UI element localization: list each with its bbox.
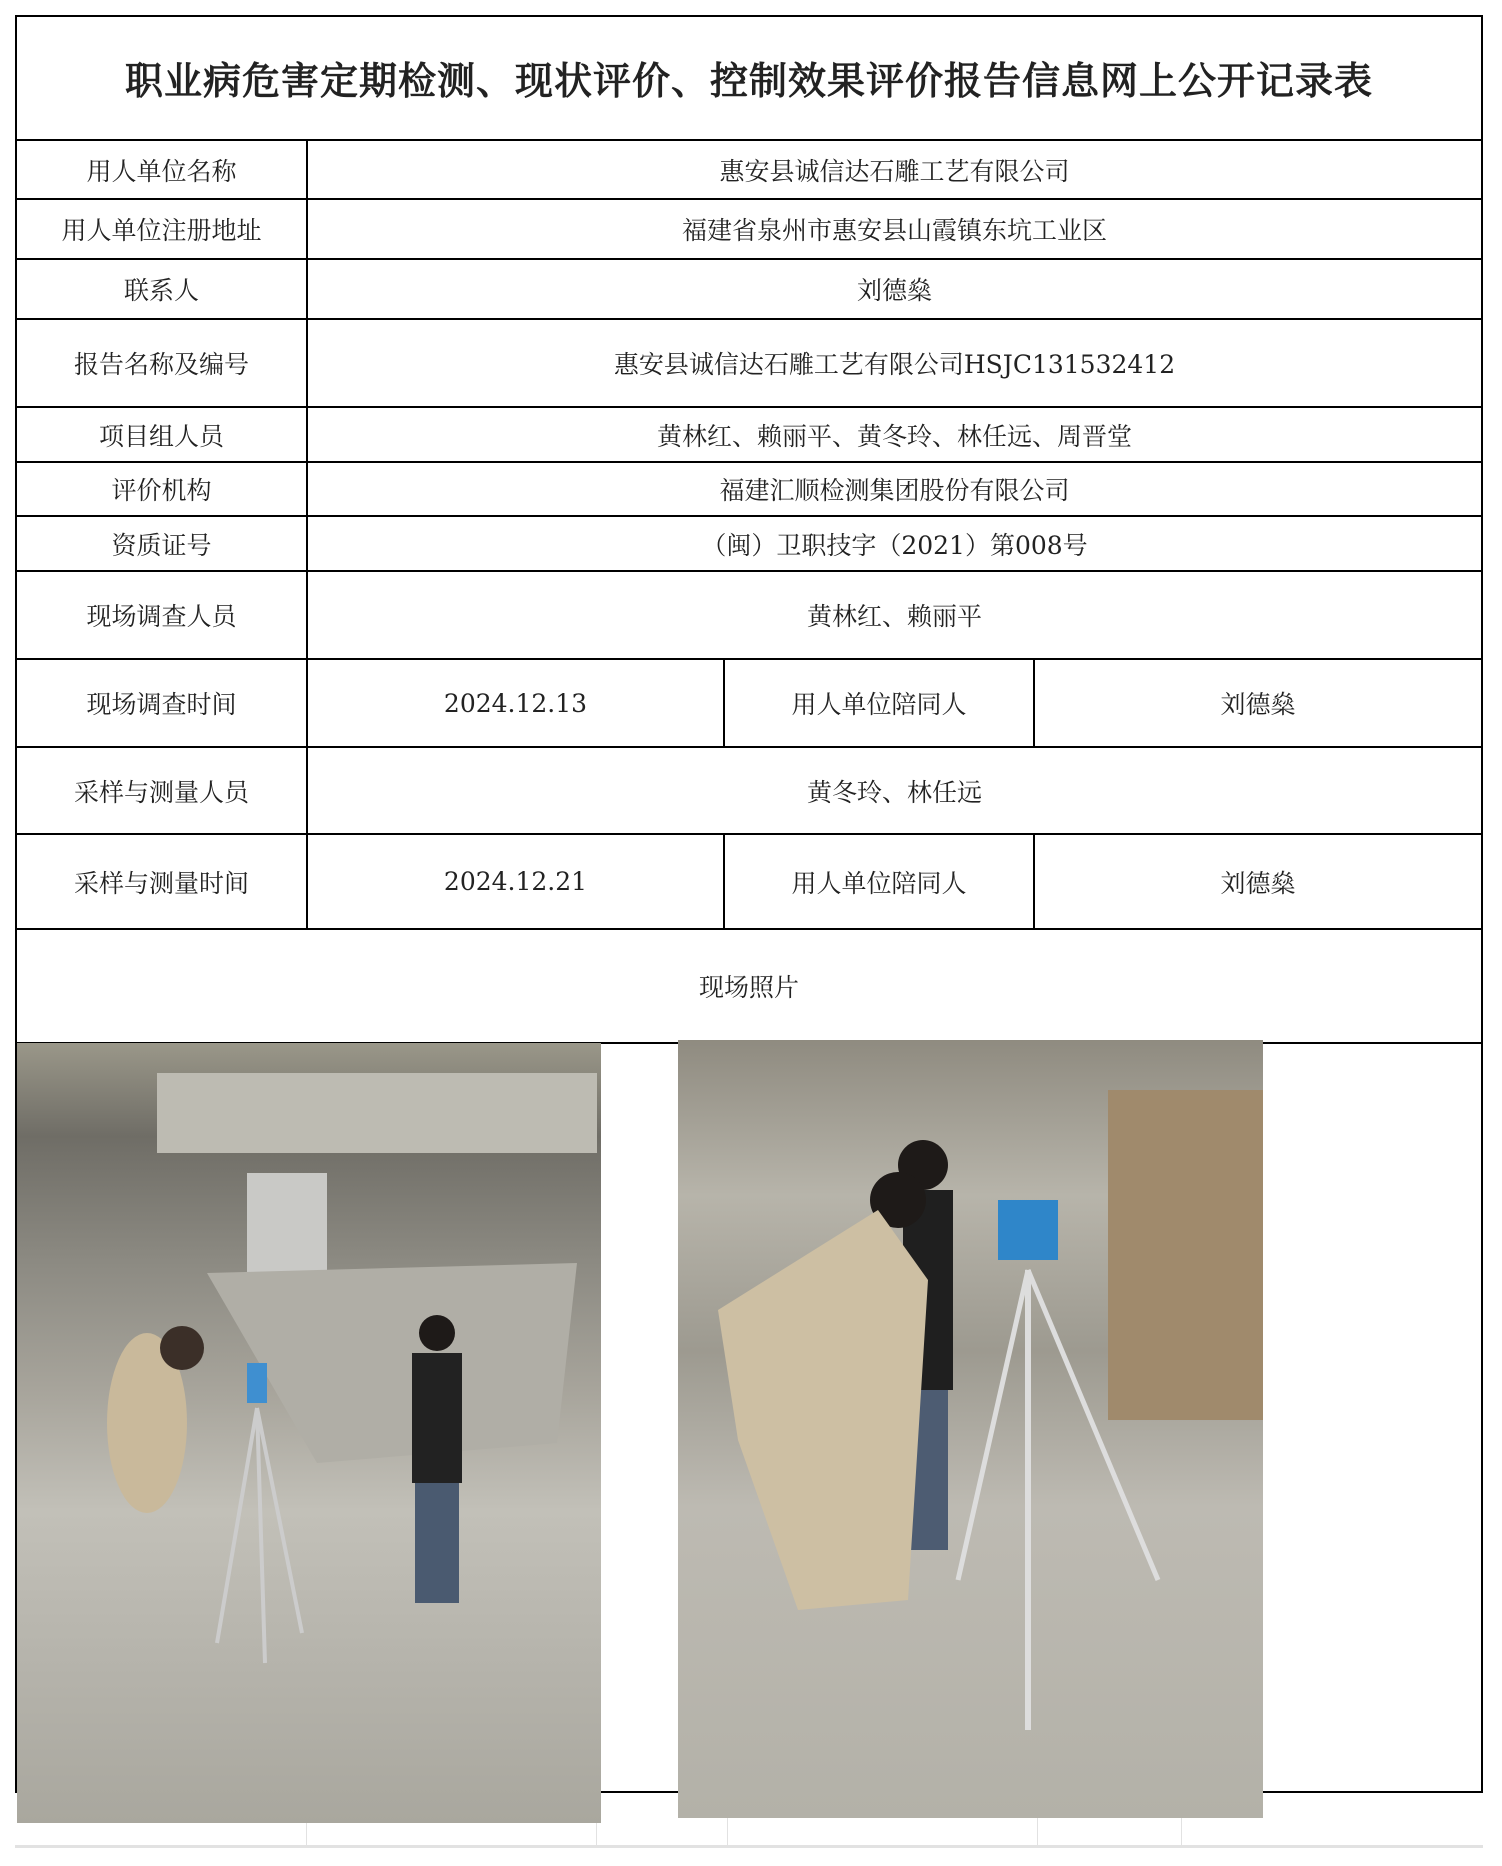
value-team: 黄林红、赖丽平、黄冬玲、林任远、周晋堂 <box>656 421 1132 451</box>
page-title: 职业病危害定期检测、现状评价、控制效果评价报告信息网上公开记录表 <box>124 58 1373 103</box>
value-contact: 刘德燊 <box>856 276 932 305</box>
label-agency: 评价机构 <box>111 476 212 505</box>
value-survey-staff: 黄林红、赖丽平 <box>806 602 982 631</box>
value-sampling-staff: 黄冬玲、林任远 <box>806 777 982 807</box>
value-agency: 福建汇顺检测集团股份有限公司 <box>719 476 1070 505</box>
sheet-gridline <box>15 1845 1483 1848</box>
label-contact: 联系人 <box>123 276 199 305</box>
label-employer-name: 用人单位名称 <box>86 156 237 186</box>
value-report: 惠安县诚信达石雕工艺有限公司HSJC131532412 <box>613 350 1176 379</box>
label-team: 项目组人员 <box>98 421 224 451</box>
site-photo-1 <box>17 1043 601 1823</box>
table-border-right <box>1481 15 1483 1793</box>
value-employer-name: 惠安县诚信达石雕工艺有限公司 <box>719 156 1070 186</box>
label-sampling-companion: 用人单位陪同人 <box>791 868 967 898</box>
label-sampling-staff: 采样与测量人员 <box>73 777 249 807</box>
label-certificate: 资质证号 <box>111 530 212 560</box>
label-survey-companion: 用人单位陪同人 <box>791 690 967 719</box>
value-employer-address: 福建省泉州市惠安县山霞镇东坑工业区 <box>681 216 1107 245</box>
value-survey-companion: 刘德燊 <box>1220 690 1296 719</box>
label-survey-time: 现场调查时间 <box>86 690 237 719</box>
label-survey-staff: 现场调查人员 <box>86 602 237 631</box>
label-sampling-time: 采样与测量时间 <box>73 868 249 898</box>
value-certificate: （闽）卫职技字（2021）第008号 <box>701 530 1088 560</box>
label-employer-address: 用人单位注册地址 <box>61 216 262 245</box>
value-sampling-time: 2024.12.21 <box>443 867 588 896</box>
label-report: 报告名称及编号 <box>73 350 249 379</box>
value-survey-time: 2024.12.13 <box>443 688 588 718</box>
label-site-photos: 现场照片 <box>698 973 799 1002</box>
value-sampling-companion: 刘德燊 <box>1220 868 1296 898</box>
site-photo-2 <box>678 1040 1263 1818</box>
